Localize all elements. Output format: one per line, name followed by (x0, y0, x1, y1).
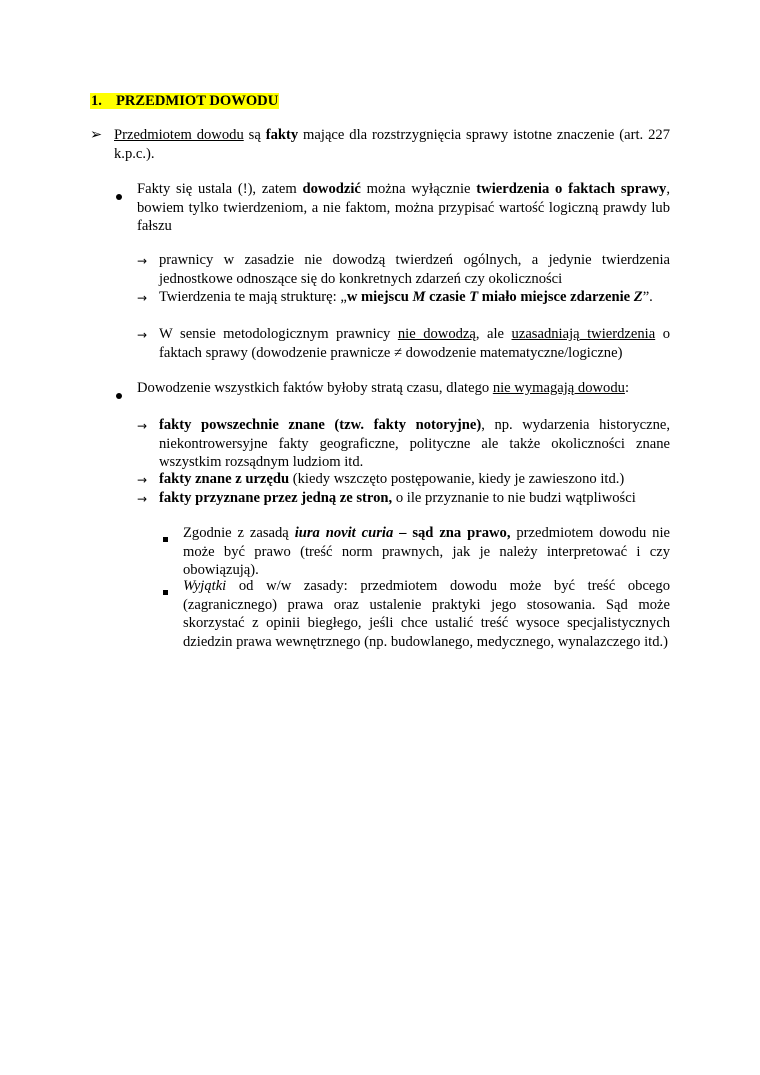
text: W sensie metodologicznym prawnicy (159, 326, 398, 342)
arrow-item-admitted-facts (159, 489, 670, 508)
heading-number: 1. (91, 93, 102, 109)
text-underlined: Przedmiotem dowodu (114, 127, 244, 143)
text: : (624, 380, 630, 396)
square-item-exceptions (183, 577, 670, 651)
text-bold: – sąd zna prawo, (393, 525, 511, 541)
text: , np. wydarzenia historyczne, niekontrowersyjne fakty geograficzne, polityczne ale także okoliczności znane wszystkim rozsądnym ludziom itd. (159, 417, 670, 471)
text-bold: w miejscu (346, 289, 413, 305)
right-arrow-icon: → (137, 254, 148, 268)
bullet-dot-icon (116, 386, 122, 405)
text-italic: Wyjątki (183, 578, 227, 594)
right-arrow-icon: → (137, 291, 148, 305)
arrow-item-official-facts (159, 470, 670, 489)
section-heading (90, 92, 279, 111)
text-bold-italic: iura novit curia (294, 525, 394, 541)
text: (kiedy wszczęto postępowanie, kiedy je zawieszono itd.) (289, 471, 625, 487)
text: ”. (642, 289, 653, 305)
arrowhead-bullet-icon: ➢ (90, 127, 103, 143)
text: , ale (475, 326, 512, 342)
text-bold: fakty znane z urzędu (159, 471, 290, 487)
square-bullet-icon (163, 582, 168, 601)
bullet-facts-established (137, 180, 670, 236)
text-bold: czasie (425, 289, 470, 305)
bullet-dot-icon (116, 187, 122, 206)
text-bold: dowodzić (302, 181, 361, 197)
right-arrow-icon: → (137, 328, 148, 342)
text-underlined: uzasadniają twierdzenia (511, 326, 656, 342)
right-arrow-icon: → (137, 473, 148, 487)
text-bold-italic: Z (633, 289, 643, 305)
text: Fakty się ustala (!), zatem (137, 181, 303, 197)
text: prawnicy w zasadzie nie dowodzą twierdzeń ogólnych, a jedynie twierdzenia jednostkowe odnoszące się do konkretnych zdarzeń czy okoliczności (159, 252, 670, 287)
arrow-item-general-statements (159, 251, 670, 288)
text: można wyłącznie (360, 181, 477, 197)
text-underlined: nie dowodzą (397, 326, 476, 342)
text-bold-italic: M (412, 289, 426, 305)
text-bold: twierdzenia o faktach sprawy (476, 181, 667, 197)
text: , bowiem tylko twierdzeniom, a nie faktom, można przypisać wartość logiczną prawdy lub fałszu (137, 181, 670, 235)
text-bold: miało miejsce zdarzenie (478, 289, 634, 305)
arrow-item-structure (159, 288, 670, 307)
text: o faktach sprawy (dowodzenie prawnicze ≠ dowodzenie matematyczne/logiczne) (159, 326, 670, 361)
paragraph-subject-of-proof (114, 126, 670, 163)
right-arrow-icon: → (137, 419, 148, 433)
text: przedmiotem dowodu nie może być prawo (treść norm prawnych, jak je należy interpretować i czy obowiązują). (183, 525, 671, 579)
text: o ile przyznanie to nie budzi wątpliwości (392, 490, 636, 506)
text: są (243, 127, 266, 143)
text-bold-italic: T (469, 289, 479, 305)
heading-title: PRZEDMIOT DOWODU (115, 93, 279, 109)
text: Dowodzenie wszystkich faktów byłoby stratą czasu, dlatego (137, 380, 493, 396)
square-bullet-icon (163, 529, 168, 548)
right-arrow-icon: → (137, 492, 148, 506)
text-bold: fakty przyznane przez jedną ze stron, (159, 490, 393, 506)
text: od w/w zasady: przedmiotem dowodu może być treść obcego (zagranicznego) prawa oraz ustalenie praktyki jego stosowania. Sąd może skorzystać z opinii biegłego, jeśli chce ustalić treść wysoce specjalistycznych dziedzin prawa wewnętrznego (np. budowlanego, medycznego, wynalazczego itd.) (183, 578, 670, 650)
text: Twierdzenia te mają strukturę: „ (159, 289, 347, 305)
text-bold: fakty powszechnie znane (tzw. fakty notoryjne) (159, 417, 482, 433)
text: mające dla rozstrzygnięcia sprawy istotne znaczenie (art. 227 k.p.c.). (114, 127, 670, 162)
square-item-iura-novit-curia (183, 524, 670, 580)
arrow-item-notorious-facts (159, 416, 670, 472)
text-bold: fakty (265, 127, 299, 143)
arrow-item-methodology (159, 325, 670, 362)
text: Zgodnie z zasadą (183, 525, 295, 541)
bullet-no-proof-required (137, 379, 670, 398)
text-underlined: nie wymagają dowodu (492, 380, 625, 396)
